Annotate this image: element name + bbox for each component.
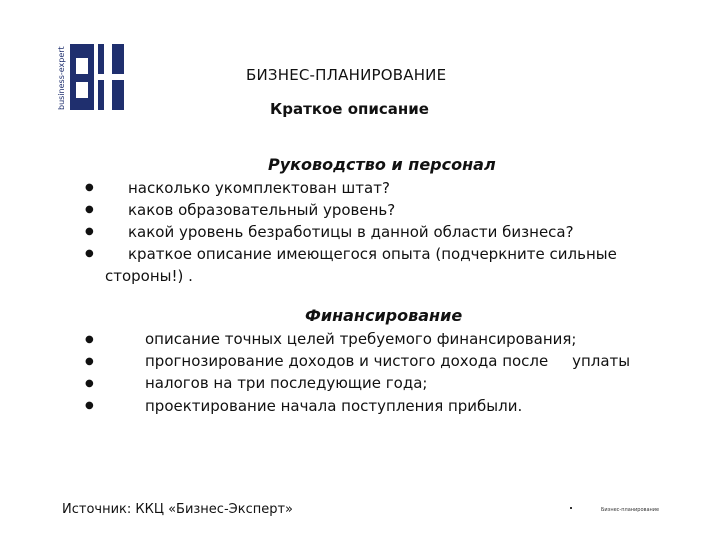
bullet-icon: ● — [85, 334, 94, 345]
footer-label: Бизнес-планирование — [601, 507, 660, 513]
list-item: прогнозирование доходов и чистого дохода после уплаты — [145, 352, 631, 370]
footer-source: Источник: ККЦ «Бизнес-Эксперт» — [62, 502, 293, 517]
bullet-icon: ● — [85, 400, 94, 411]
list-item: описание точных целей требуемого финансирования; — [145, 330, 577, 348]
page-subtitle: Краткое описание — [270, 100, 429, 118]
logo-vertical-text: business-expert — [57, 46, 66, 110]
list-item-continuation: стороны!) . — [105, 267, 193, 285]
section-heading-management: Руководство и персонал — [268, 155, 496, 174]
bullet-icon: ● — [85, 182, 94, 193]
list-item: насколько укомплектован штат? — [128, 179, 390, 197]
bullet-icon: ● — [85, 204, 94, 215]
bullet-icon: ● — [85, 248, 94, 259]
section-heading-financing: Финансирование — [305, 306, 463, 325]
bullet-icon: ● — [85, 356, 94, 367]
list-item: каков образовательный уровень? — [128, 201, 396, 219]
list-item: какой уровень безработицы в данной области бизнеса? — [128, 223, 574, 241]
list-item: налогов на три последующие года; — [145, 374, 428, 392]
logo-mark — [70, 44, 126, 110]
list-item: проектирование начала поступления прибыли. — [145, 397, 523, 415]
footer-dot — [570, 507, 572, 509]
list-item: краткое описание имеющегося опыта (подчеркните сильные — [128, 245, 617, 263]
bullet-icon: ● — [85, 378, 94, 389]
company-logo — [56, 44, 126, 110]
page-title: БИЗНЕС-ПЛАНИРОВАНИЕ — [246, 66, 447, 84]
bullet-icon: ● — [85, 226, 94, 237]
